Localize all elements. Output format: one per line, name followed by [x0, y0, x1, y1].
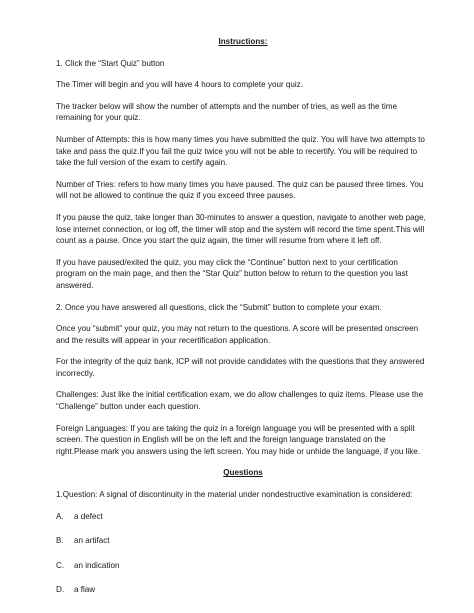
instruction-paragraph: If you have paused/exited the quiz, you may click the “Continue” button next to your certification program on the main page, and then the “Star Quiz” button below to return to the question you last answered.: [56, 257, 408, 290]
option-letter: B.: [56, 536, 64, 546]
option-text: an artifact: [74, 536, 110, 546]
option-letter: D.: [56, 585, 65, 595]
instruction-paragraph: Number of Tries: refers to how many times you have paused. The quiz can be paused three times. You will not be allowed to continue the quiz if you exceed three pauses.: [56, 179, 424, 201]
questions-heading: Questions: [223, 468, 263, 478]
answer-options: [56, 511, 430, 596]
instruction-paragraph: For the integrity of the quiz bank, ICP will not provide candidates with the questions that they answered incorrectly.: [56, 357, 425, 378]
answer-option-c[interactable]: [56, 560, 430, 572]
instruction-paragraph: Once you “submit” your quiz, you may not return to the questions. A score will be presented onscreen and the results will appear in your recertification application.: [56, 324, 419, 345]
instruction-paragraph: The tracker below will show the number of attempts and the number of tries, as well as the time remaining for your quiz.: [56, 101, 397, 123]
instruction-paragraph: Number of Attempts: this is how many times you have submitted the quiz. You will have two attempts to take and pass the quiz.If you fail the quiz twice you will not be able to recertify. You will be required to take the full version of the exam to certify again.: [56, 134, 425, 168]
instruction-paragraph: The Timer will begin and you will have 4 hours to complete your quiz.: [56, 80, 303, 90]
instruction-paragraph: Foreign Languages: If you are taking the quiz in a foreign language you will be presented with a split screen. The question in English will be on the left and the foreign language translated on the right.Please mark you answers using the left screen. You may hide or unhide the language, if you like.: [56, 423, 420, 456]
instruction-paragraph: 1. Click the “Start Quiz” button: [56, 58, 165, 68]
option-letter: C.: [56, 560, 65, 570]
option-text: a flaw: [74, 585, 96, 595]
option-text: an indication: [74, 560, 120, 570]
instruction-paragraph: If you pause the quiz, take longer than 30-minutes to answer a question, navigate to another web page, lose internet connection, or log off, the timer will stop and the system will record the time spent.This will count as a pause. Once you start the quiz again, the timer will resume from where it left off.: [56, 212, 426, 246]
instructions-heading: Instructions:: [218, 37, 268, 46]
answer-option-b[interactable]: [56, 535, 430, 547]
option-text: a defect: [74, 511, 103, 521]
answer-option-d[interactable]: [56, 584, 430, 596]
answer-option-a[interactable]: [56, 511, 430, 523]
instruction-paragraph: Challenges: Just like the initial certification exam, we do allow challenges to quiz items. Please use the “Challenge” button under each question.: [56, 390, 424, 412]
question-text: 1.Question: A signal of discontinuity in the material under nondestructive examination is considered:: [56, 490, 413, 500]
option-letter: A.: [56, 511, 64, 521]
instruction-paragraph: 2. Once you have answered all questions, click the “Submit” button to complete your exam.: [56, 302, 382, 312]
